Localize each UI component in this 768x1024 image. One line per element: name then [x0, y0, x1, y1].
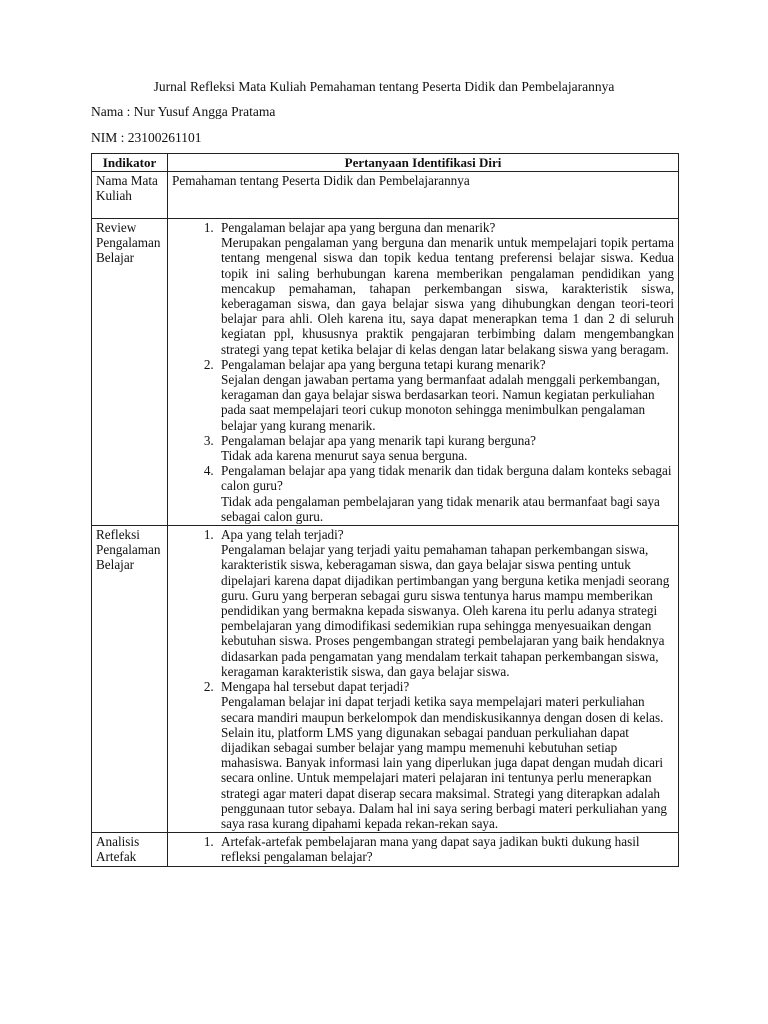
student-name: Nama : Nur Yusuf Angga Pratama: [91, 104, 276, 119]
table-header-row: [92, 154, 679, 172]
question-list: [172, 220, 674, 524]
table-row: [92, 219, 679, 526]
answer-text: Tidak ada karena menurut saya senua berguna.: [221, 448, 468, 464]
indicator-cell: Refleksi Pengalaman Belajar: [92, 526, 168, 833]
student-nim: NIM : 23100261101: [91, 130, 202, 145]
list-item: [217, 463, 674, 524]
list-item: [217, 834, 674, 864]
content-cell: [168, 219, 679, 526]
question-list: [172, 527, 674, 831]
answer-text: Pengalaman belajar yang terjadi yaitu pemahaman tahapan perkembangan siswa, karakteristik siswa, keberagaman siswa, dan gaya belajar siswa penting untuk dipelajari karena dapat dijadikan pertimbangan yang berguna ketika menjadi seorang guru. Guru yang berperan sebagai guru siswa tentunya harus mampu memberikan pendidikan yang bermakna kepada siswanya. Oleh karena itu perlu adanya strategi pembelajaran yang dimodifikasi sedemikian rupa sehingga menyesuaikan dengan kebutuhan siswa. Proses pengembangan strategi pembelajaran yang baik hendaknya didasarkan pada pengamatan yang mendalam terkait tahapan perkembangan siswa, keragaman karakteristik siswa, dan gaya belajar siswa.: [221, 542, 670, 679]
answer-text: Merupakan pengalaman yang berguna dan menarik untuk mempelajari topik pertama tentang mengenal siswa dan topik kedua tentang preferensi belajar siswa. Kedua topik ini saling berhubungan karena memberikan pengalaman pendidikan yang mencakup pemahaman, tahapan perkembangan siswa, karakteristik siswa, keberagaman siswa, dan gaya belajar siswa yang dihubungkan dengan teori-teori belajar para ahli. Oleh karena itu, saya dapat menerapkan tema 1 dan 2 di seluruh kegiatan ppl, khususnya praktik pengajaran terbimbing dalam mengembangkan strategi yang tepat ketika belajar di kelas dengan latar belakang siswa yang beragam.: [221, 235, 674, 357]
list-item: [217, 433, 674, 463]
answer-text: Tidak ada pengalaman pembelajaran yang tidak menarik atau bermanfaat bagi saya sebagai calon guru.: [221, 493, 660, 524]
indicator-cell: Nama Mata Kuliah: [92, 172, 168, 219]
document-title: Jurnal Refleksi Mata Kuliah Pemahaman tentang Peserta Didik dan Pembelajarannya: [153, 79, 615, 94]
indicator-cell: Analisis Artefak: [92, 833, 168, 866]
answer-text: Sejalan dengan jawaban pertama yang bermanfaat adalah menggali perkembangan, keragaman dan gaya belajar siswa berdasarkan teori. Namun kegiatan perkuliahan pada saat mempelajari teori cukup monoton sehingga menimbulkan pengalaman belajar yang kurang menarik.: [221, 372, 661, 433]
list-item: [217, 220, 674, 357]
indicator-cell: Review Pengalaman Belajar: [92, 219, 168, 526]
question-text: 2. Pengalaman belajar apa yang berguna tetapi kurang menarik?: [221, 356, 546, 372]
content-cell: [168, 526, 679, 833]
header-indikator: Indikator: [92, 154, 168, 172]
table-row: [92, 833, 679, 866]
list-item: [217, 527, 674, 679]
question-text: 1. Apa yang telah terjadi?: [221, 527, 344, 543]
table-row: [92, 526, 679, 833]
header-pertanyaan: Pertanyaan Identifikasi Diri: [168, 154, 679, 172]
question-text: 1. Artefak-artefak pembelajaran mana yang dapat saya jadikan bukti dukung hasil refleksi pengalaman belajar?: [221, 834, 640, 865]
question-text: 3. Pengalaman belajar apa yang menarik tapi kurang berguna?: [221, 432, 537, 448]
question-list: [172, 834, 674, 864]
question-text: 4. Pengalaman belajar apa yang tidak menarik dan tidak berguna dalam konteks sebagai calon guru?: [221, 463, 672, 494]
list-item: [217, 357, 674, 433]
list-item: [217, 679, 674, 831]
answer-text: Pengalaman belajar ini dapat terjadi ketika saya mempelajari materi perkuliahan secara mandiri maupun berkelompok dan mendiskusikannya dengan dosen di kelas. Selain itu, platform LMS yang digunakan sebagai panduan perkuliahan dapat dijadikan sebagai sumber belajar yang mampu memenuhi kebutuhan setiap mahasiswa. Banyak informasi lain yang diperlukan juga dapat dengan mudah dicari secara online. Untuk mempelajari materi pelajaran ini tentunya perlu menerapkan strategi agar materi dapat diserap secara maksimal. Strategi yang diterapkan adalah penggunaan tutor sebaya. Dalam hal ini saya sering berbagi materi perkuliahan yang saya rasa kurang dipahami kepada rekan-rekan saya.: [221, 694, 668, 831]
question-text: 1. Pengalaman belajar apa yang berguna dan menarik?: [221, 220, 496, 235]
course-name-cell: Pemahaman tentang Peserta Didik dan Pembelajarannya: [168, 172, 679, 219]
table-row: [92, 172, 679, 219]
question-text: 2. Mengapa hal tersebut dapat terjadi?: [221, 679, 410, 695]
content-cell: [168, 833, 679, 866]
reflection-table: [91, 153, 679, 867]
